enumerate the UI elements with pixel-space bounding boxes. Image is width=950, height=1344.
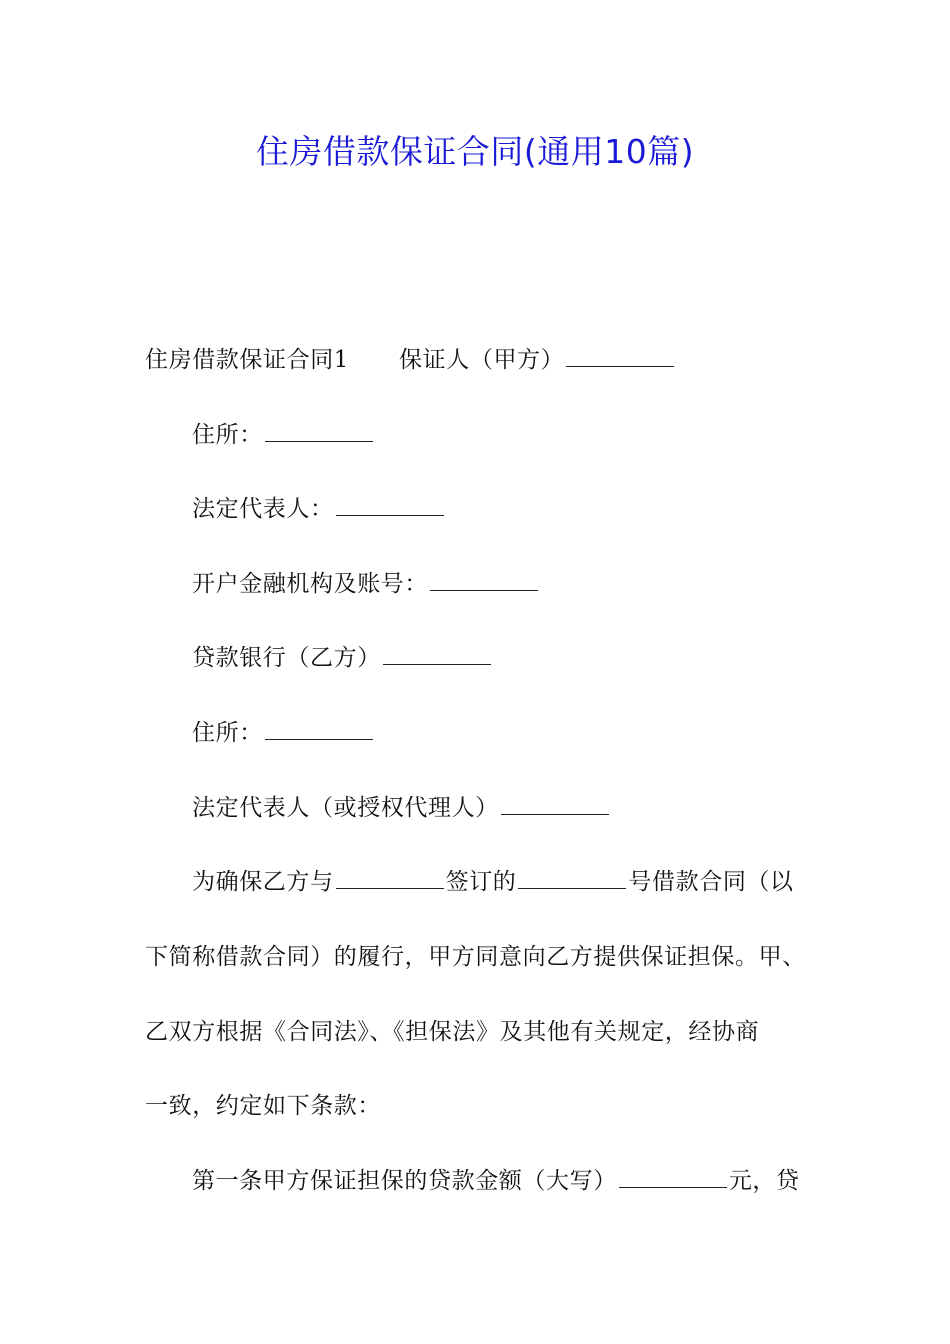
legal-rep-label: 法定代表人：: [192, 496, 334, 522]
paragraph-line: [192, 568, 540, 600]
lender-rep-label: 法定代表人（或授权代理人）: [192, 795, 499, 821]
paragraph-line: [145, 1016, 759, 1048]
paragraph-line: [192, 792, 611, 824]
paragraph-line: [145, 1090, 381, 1122]
lender-label: 贷款银行（乙方）: [192, 645, 381, 671]
document-title: 住房借款保证合同(通用10篇): [255, 132, 695, 171]
contract-number-blank: [518, 866, 626, 889]
body-text: 签订的: [445, 869, 517, 895]
body-text: 号借款合同（以: [628, 869, 794, 895]
paragraph-line: [192, 493, 446, 525]
party-blank: [336, 866, 444, 889]
guarantor-blank: [566, 344, 674, 367]
article-one-text: 第一条甲方保证担保的贷款金额（大写）: [192, 1168, 617, 1194]
lender-rep-blank: [501, 792, 609, 815]
paragraph-line: [192, 866, 794, 898]
paragraph-line: [192, 1165, 800, 1197]
article-one-text: 元，贷: [728, 1168, 800, 1194]
paragraph-line: [145, 941, 806, 973]
paragraph-line: [145, 344, 676, 376]
lender-address-label: 住所：: [192, 720, 263, 746]
guarantor-label: 保证人（甲方）: [399, 347, 565, 373]
address-blank: [265, 419, 373, 442]
paragraph-line: [192, 717, 375, 749]
paragraph-line: [192, 419, 375, 451]
paragraph-line: [192, 642, 493, 674]
body-text: 为确保乙方与: [192, 869, 334, 895]
contract-heading: 住房借款保证合同1: [145, 347, 350, 373]
address-label: 住所：: [192, 422, 263, 448]
legal-rep-blank: [336, 493, 444, 516]
loan-amount-blank: [619, 1165, 727, 1188]
body-text: 乙双方根据《合同法》、《担保法》及其他有关规定，经协商: [145, 1019, 760, 1045]
lender-blank: [383, 642, 491, 665]
body-text: 一致，约定如下条款：: [145, 1093, 381, 1119]
lender-address-blank: [265, 717, 373, 740]
bank-account-label: 开户金融机构及账号：: [192, 571, 428, 597]
bank-account-blank: [430, 568, 538, 591]
body-text: 下简称借款合同）的履行，甲方同意向乙方提供保证担保。甲、: [145, 944, 806, 970]
